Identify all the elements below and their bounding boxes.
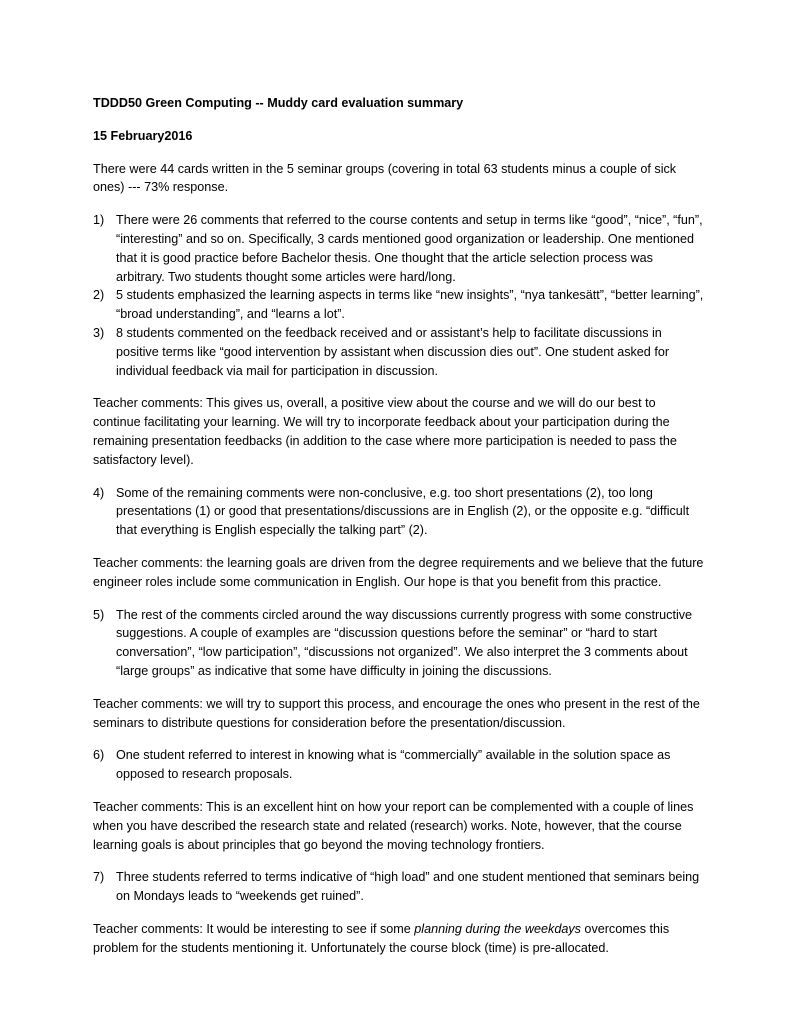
teacher-comment-5-start: Teacher comments: It would be interesting to see if some [93,921,415,936]
list-item-text: One student referred to interest in knowing what is “commercially” available in the solution space as opposed to research proposals. [116,748,671,782]
list-item-number: 7) [93,870,105,885]
teacher-comment-3: Teacher comments: we will try to support this process, and encourage the ones who present in the rest of the seminars to distribute questions for consideration before the presentation/discussion. [93,696,700,730]
comment-list-5 [93,606,705,681]
document-page [93,94,705,971]
list-item-number: 2) [93,288,105,303]
list-item-number: 4) [93,485,105,500]
list-item-text: 5 students emphasized the learning aspects in terms like “new insights”, “nya tankesätt”, “better learning”, “broad understanding”, and “learns a lot”. [116,288,704,322]
list-item [93,868,705,906]
teacher-comment-5 [93,920,705,958]
list-item [93,606,705,681]
list-item [93,324,705,380]
list-item-text: There were 26 comments that referred to the course contents and setup in terms like “good”, “nice”, “fun”, “interesting” and so on. Specifically, 3 cards mentioned good organization or leadership. One mentioned that it is good practice before Bachelor thesis. One thought that the article selection process was arbitrary. Two students thought some articles were hard/long. [116,213,703,284]
document-title: TDDD50 Green Computing -- Muddy card evaluation summary [93,96,464,110]
teacher-comment-1: Teacher comments: This gives us, overall, a positive view about the course and we will do our best to continue facilitating your learning. We will try to incorporate feedback about your participation during the remaining presentation feedbacks (in addition to the case where more participation is needed to pass the satisfactory level). [93,396,677,467]
comment-list-7 [93,868,705,906]
list-item-text: Some of the remaining comments were non-conclusive, e.g. too short presentations (2), too long presentations (1) or good that presentations/discussions are in English (2), or the opposite e.g. “difficult that everything is English especially the talking part” (2). [116,485,690,538]
list-item-text: The rest of the comments circled around the way discussions currently progress with some constructive suggestions. A couple of examples are “discussion questions before the seminar” or “hard to start conversation”, “low participation”, “discussions not organized”. We also interpret the 3 comments about “large groups” as indicative that some have difficulty in joining the discussions. [116,607,693,678]
teacher-comment-5-emphasis: planning during the weekdays [414,921,581,936]
comment-list-1-3 [93,211,705,380]
list-item-text: 8 students commented on the feedback received and or assistant’s help to facilitate discussions in positive terms like “good intervention by assistant when discussion dies out”. One student asked for individual feedback via mail for participation in discussion. [116,325,670,378]
list-item [93,746,705,784]
intro-paragraph: There were 44 cards written in the 5 seminar groups (covering in total 63 students minus a couple of sick ones) --- 73% response. [93,161,677,195]
comment-list-4 [93,484,705,540]
list-item-number: 6) [93,748,105,763]
list-item-number: 1) [93,213,105,228]
teacher-comment-4: Teacher comments: This is an excellent hint on how your report can be complemented with a couple of lines when you have described the research state and related (research) works. Note, however, that the course learning goals is about principles that go beyond the moving technology frontiers. [93,799,694,852]
document-date: 15 February2016 [93,128,193,143]
list-item-number: 3) [93,325,105,340]
list-item [93,484,705,540]
list-item-number: 5) [93,607,105,622]
teacher-comment-5-end: overcomes this problem for the students mentioning it. Unfortunately the course block (time) is pre-allocated. [93,921,670,955]
comment-list-6 [93,746,705,784]
list-item [93,211,705,286]
list-item [93,286,705,324]
list-item-text: Three students referred to terms indicative of “high load” and one student mentioned that seminars being on Mondays leads to “weekends get ruined”. [116,870,700,904]
teacher-comment-2: Teacher comments: the learning goals are driven from the degree requirements and we believe that the future engineer roles include some communication in English. Our hope is that you benefit from this practice. [93,555,704,589]
